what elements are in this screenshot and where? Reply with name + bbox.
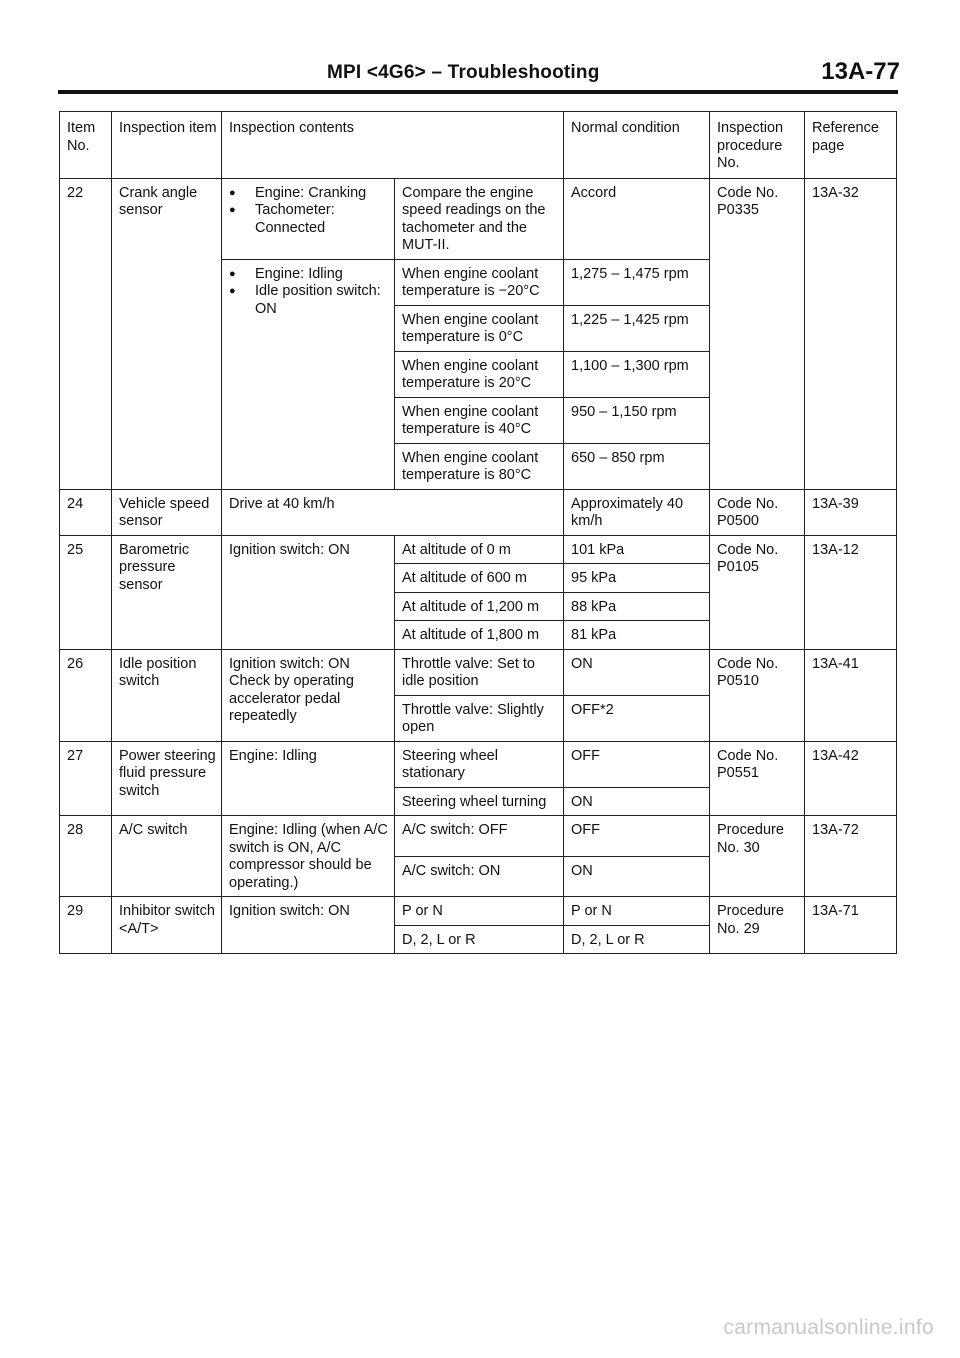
col-normal-condition: Normal condition (564, 112, 710, 179)
normal-condition: OFF (564, 816, 710, 857)
col-inspection-contents: Inspection contents (222, 112, 564, 179)
col-inspection-procedure: Inspection procedure No. (710, 112, 805, 179)
condition-line: Check by operating accelerator pedal repeatedly (229, 673, 354, 724)
normal-condition: 1,275 – 1,475 rpm (564, 259, 710, 305)
inspection-check: When engine coolant temperature is 80°C (395, 443, 564, 489)
header-rule (58, 90, 898, 94)
inspection-check: At altitude of 1,200 m (395, 592, 564, 621)
table-row (60, 535, 897, 564)
inspection-item: A/C switch (112, 816, 222, 897)
condition-line: ● Engine: Cranking (229, 185, 390, 203)
inspection-procedure: Code No. P0551 (710, 741, 805, 816)
inspection-check: When engine coolant temperature is 0°C (395, 305, 564, 351)
reference-page: 13A-71 (805, 897, 897, 954)
inspection-item: Crank angle sensor (112, 178, 222, 489)
table-row (60, 816, 897, 857)
normal-condition: ON (564, 856, 710, 897)
inspection-check: At altitude of 600 m (395, 564, 564, 593)
normal-condition: 95 kPa (564, 564, 710, 593)
table-header-row (60, 112, 897, 179)
inspection-check: D, 2, L or R (395, 925, 564, 954)
col-item-no: Item No. (60, 112, 112, 179)
item-no: 27 (60, 741, 112, 816)
inspection-condition: Engine: Idling (222, 741, 395, 816)
normal-condition: Accord (564, 178, 710, 259)
inspection-procedure: Procedure No. 29 (710, 897, 805, 954)
inspection-item: Barometric pressure sensor (112, 535, 222, 649)
inspection-check: P or N (395, 897, 564, 926)
inspection-check: A/C switch: ON (395, 856, 564, 897)
normal-condition: P or N (564, 897, 710, 926)
inspection-procedure: Code No. P0335 (710, 178, 805, 489)
normal-condition: 101 kPa (564, 535, 710, 564)
inspection-check: Steering wheel turning (395, 787, 564, 816)
inspection-check: A/C switch: OFF (395, 816, 564, 857)
reference-page: 13A-12 (805, 535, 897, 649)
inspection-condition (222, 259, 395, 489)
normal-condition: 950 – 1,150 rpm (564, 397, 710, 443)
condition-line: ● Idle position switch: ON (229, 283, 390, 318)
normal-condition: D, 2, L or R (564, 925, 710, 954)
inspection-condition: Engine: Idling (when A/C switch is ON, A/C compressor should be operating.) (222, 816, 395, 897)
inspection-procedure: Code No. P0105 (710, 535, 805, 649)
normal-condition: 81 kPa (564, 621, 710, 650)
inspection-check: At altitude of 1,800 m (395, 621, 564, 650)
reference-page: 13A-32 (805, 178, 897, 489)
inspection-check: At altitude of 0 m (395, 535, 564, 564)
item-no: 25 (60, 535, 112, 649)
page-number: 13A-77 (821, 58, 900, 85)
reference-page: 13A-39 (805, 489, 897, 535)
inspection-item: Inhibitor switch <A/T> (112, 897, 222, 954)
inspection-item: Idle position switch (112, 649, 222, 741)
normal-condition: 650 – 850 rpm (564, 443, 710, 489)
normal-condition: 1,100 – 1,300 rpm (564, 351, 710, 397)
col-reference-page: Reference page (805, 112, 897, 179)
inspection-check: Steering wheel stationary (395, 741, 564, 787)
reference-page: 13A-72 (805, 816, 897, 897)
item-no: 28 (60, 816, 112, 897)
condition-line: ● Tachometer: Connected (229, 202, 390, 237)
table-row (60, 649, 897, 695)
table-row (60, 897, 897, 926)
normal-condition: ON (564, 649, 710, 695)
table-row (60, 489, 897, 535)
inspection-procedure: Procedure No. 30 (710, 816, 805, 897)
table-row (60, 178, 897, 259)
inspection-check: Throttle valve: Slightly open (395, 695, 564, 741)
normal-condition: OFF*2 (564, 695, 710, 741)
normal-condition: 88 kPa (564, 592, 710, 621)
inspection-check: When engine coolant temperature is 20°C (395, 351, 564, 397)
normal-condition: 1,225 – 1,425 rpm (564, 305, 710, 351)
inspection-check: When engine coolant temperature is 40°C (395, 397, 564, 443)
inspection-condition: Ignition switch: ON (222, 535, 395, 649)
condition-line: ● Engine: Idling (229, 266, 390, 284)
table-row (60, 741, 897, 787)
col-inspection-item: Inspection item (112, 112, 222, 179)
item-no: 24 (60, 489, 112, 535)
inspection-condition: Drive at 40 km/h (222, 489, 564, 535)
item-no: 22 (60, 178, 112, 489)
reference-page: 13A-41 (805, 649, 897, 741)
watermark: carmanualsonline.info (723, 1316, 934, 1339)
inspection-check: When engine coolant temperature is −20°C (395, 259, 564, 305)
normal-condition: OFF (564, 741, 710, 787)
inspection-condition (222, 649, 395, 741)
inspection-item: Power steering fluid pressure switch (112, 741, 222, 816)
item-no: 29 (60, 897, 112, 954)
inspection-procedure: Code No. P0500 (710, 489, 805, 535)
condition-line: Ignition switch: ON (229, 655, 350, 672)
inspection-check: Compare the engine speed readings on the tachometer and the MUT-II. (395, 178, 564, 259)
inspection-condition: Ignition switch: ON (222, 897, 395, 954)
page-title: MPI <4G6> – Troubleshooting (327, 62, 600, 83)
reference-page: 13A-42 (805, 741, 897, 816)
normal-condition: ON (564, 787, 710, 816)
inspection-procedure: Code No. P0510 (710, 649, 805, 741)
inspection-check: Throttle valve: Set to idle position (395, 649, 564, 695)
inspection-condition (222, 178, 395, 259)
normal-condition: Approximately 40 km/h (564, 489, 710, 535)
troubleshooting-table (59, 111, 897, 954)
inspection-item: Vehicle speed sensor (112, 489, 222, 535)
item-no: 26 (60, 649, 112, 741)
